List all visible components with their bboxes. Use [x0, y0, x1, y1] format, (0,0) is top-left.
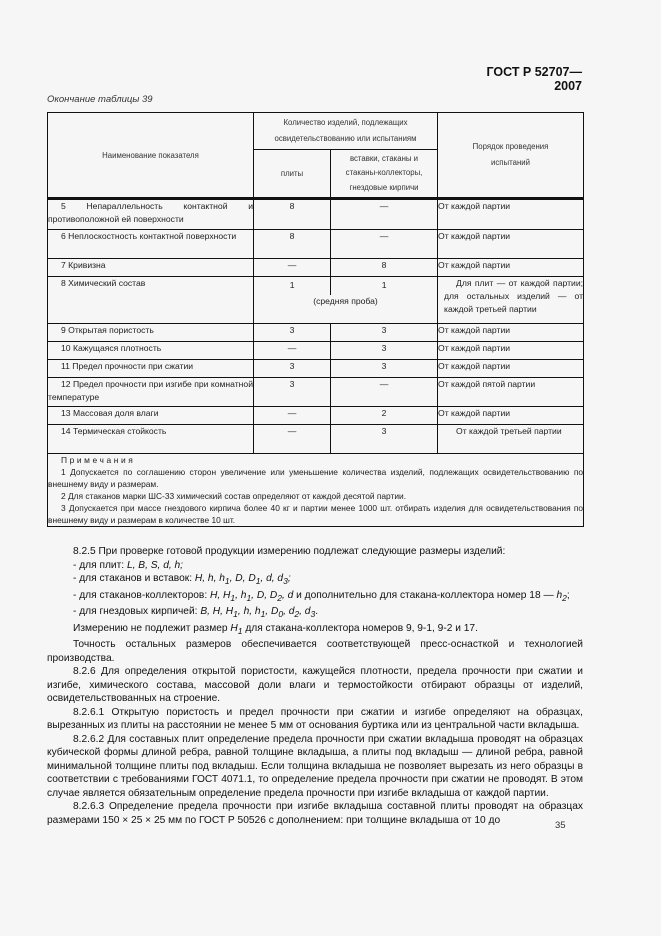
row-order: От каждой партии [438, 342, 584, 360]
row-name: 10 Кажущаяся плотность [48, 342, 254, 360]
table-notes [48, 454, 584, 527]
row-name: 13 Массовая доля влаги [48, 407, 254, 425]
row-name: 14 Термическая стойкость [48, 425, 254, 454]
row-plates: 8 [254, 199, 331, 230]
row-order: От каждой пятой партии [438, 378, 584, 407]
note-item: 1 Допускается по соглашению сторон увеличение или уменьшение количества изделий, подлежащих освидетельствованию по внешнему виду и размерам. [48, 467, 584, 489]
row-name: 8 Химический состав [48, 277, 254, 324]
header-order: Порядок проведения испытаний [438, 113, 584, 199]
row-plates: — [254, 425, 331, 454]
table-row [48, 277, 584, 324]
row-name: 6 Неплоскостность контактной поверхности [48, 230, 254, 259]
row-plates: — [254, 342, 331, 360]
row-inserts: — [331, 378, 438, 407]
accuracy-note: Точность остальных размеров обеспечивается соответствующей пресс-оснасткой и технологией производства. [47, 639, 583, 664]
table-row [48, 199, 584, 230]
table-row [48, 378, 584, 407]
note-item: 3 Допускается при массе гнездового кирпича более 40 кг и партии менее 1000 шт. отбирать изделия для освидетельствования по внешнему виду и размерам в количестве 10 шт. [48, 503, 584, 525]
row-inserts: 3 [331, 324, 438, 342]
row-plates: 3 [254, 360, 331, 378]
row-plates: — [254, 407, 331, 425]
notes-row [48, 454, 584, 527]
row-name: 12 Предел прочности при изгибе при комнатной температуре [48, 378, 254, 407]
table-caption: Окончание таблицы 39 [47, 94, 153, 105]
row-name: 5 Непараллельность контактной и противоположной ей поверхности [48, 199, 254, 230]
row-quantity-merged [254, 277, 438, 324]
list-plates: - для плит: L, B, S, d, h; [73, 559, 184, 571]
header-inserts: вставки, стаканы и стаканы-коллекторы, гнездовые кирпичи [331, 150, 438, 199]
row-order: От каждой третьей партии [438, 425, 584, 454]
list-collectors: - для стаканов-коллекторов: H, $H_1$, $h_1$, D, $D_2$, d и дополнительно для стакана-коллектора номер 18 — $h_2$; [73, 589, 570, 603]
notes-title: Примечания [61, 455, 136, 465]
row-plates: 3 [254, 324, 331, 342]
row-order: От каждой партии [438, 324, 584, 342]
row-inserts: — [331, 230, 438, 259]
table-row [48, 230, 584, 259]
row-inserts: 3 [331, 425, 438, 454]
row-inserts: 8 [331, 259, 438, 277]
results-table [47, 112, 584, 527]
row-plates: — [254, 259, 331, 277]
row-inserts: 1 [381, 280, 387, 290]
para-8-2-5: 8.2.5 При проверке готовой продукции измерению подлежат следующие размеры изделий: [73, 546, 506, 557]
row-order: От каждой партии [438, 230, 584, 259]
body-text [47, 545, 583, 827]
row-name: 9 Открытая пористость [48, 324, 254, 342]
row-inserts: 3 [331, 360, 438, 378]
row-order: От каждой партии [438, 360, 584, 378]
average-sample-note: (средняя проба) [313, 296, 378, 306]
row-order: От каждой партии [438, 199, 584, 230]
row-plates: 8 [254, 230, 331, 259]
note-item: 2 Для стаканов марки ШС-33 химический состав определяют от каждой десятой партии. [61, 491, 407, 501]
para-8-2-6-3: 8.2.6.3 Определение предела прочности при изгибе вкладыша составной плиты проводят на образцах размерами 150 × 25 × 25 мм по ГОСТ Р 50526 с дополнением: при толщине вкладыша от 10 до [47, 801, 583, 826]
table-row [48, 360, 584, 378]
table-row [48, 259, 584, 277]
para-8-2-6-1: 8.2.6.1 Открытую пористость и предел прочности при сжатии и изгибе определяют на образцах, вырезанных из плиты на расстоянии не менее 5 мм от основания буртика или из центральной части вкладыша. [47, 706, 583, 732]
row-order: От каждой партии [438, 407, 584, 425]
para-8-2-6-2: 8.2.6.2 Для составных плит определение предела прочности при сжатии вкладыша проводят на образцах кубической формы длиной ребра, равной толщине вкладыша, а плиты под вкладыш — длиной ребра, равной минимальной толщине плиты под вкладыш. Если толщина вкладыша не позволяет вырезать из него образцы в соответствии с требованиями ГОСТ 4071.1, то определение предела прочности при сжатии не проводят. В этом случае является обязательным определение предела прочности при изгибе вкладыша от каждой партии. [47, 733, 583, 799]
row-inserts: 3 [331, 342, 438, 360]
header-plates: плиты [254, 150, 331, 199]
row-plates: 1 [254, 277, 331, 295]
para-8-2-6: 8.2.6 Для определения открытой пористости, кажущейся плотности, предела прочности при сжатии и изгибе, химического состава, массовой доли влаги и термостойкости отбирают образцы от изделий, освидетельствованных на строение. [47, 666, 583, 705]
row-order: Для плит — от каждой партии; для остальных изделий — от каждой третьей партии [438, 277, 584, 324]
page-number: 35 [555, 820, 566, 831]
row-plates: 3 [254, 378, 331, 407]
table-row [48, 324, 584, 342]
row-name: 11 Предел прочности при сжатии [48, 360, 254, 378]
standard-code: ГОСТ Р 52707—2007 [486, 65, 582, 93]
row-name: 7 Кривизна [48, 259, 254, 277]
row-inserts: — [331, 199, 438, 230]
header-name: Наименование показателя [48, 113, 254, 199]
list-inserts: - для стаканов и вставок: H, h, $h_1$, D, $D_1$, d, $d_3$; [73, 573, 291, 587]
table-row [48, 425, 584, 454]
row-inserts: 2 [331, 407, 438, 425]
table-row [48, 407, 584, 425]
header-quantity-group: Количество изделий, подлежащих освидетельствованию или испытаниям [254, 113, 438, 150]
row-order: От каждой партии [438, 259, 584, 277]
table-row [48, 342, 584, 360]
list-bricks: - для гнездовых кирпичей: B, H, $H_1$, h, $h_1$, $D_0$, $d_2$, $d_3$. [73, 606, 319, 620]
not-measured-note: Измерению не подлежит размер $H_1$ для стакана-коллектора номеров 9, 9-1, 9-2 и 17. [73, 622, 478, 636]
